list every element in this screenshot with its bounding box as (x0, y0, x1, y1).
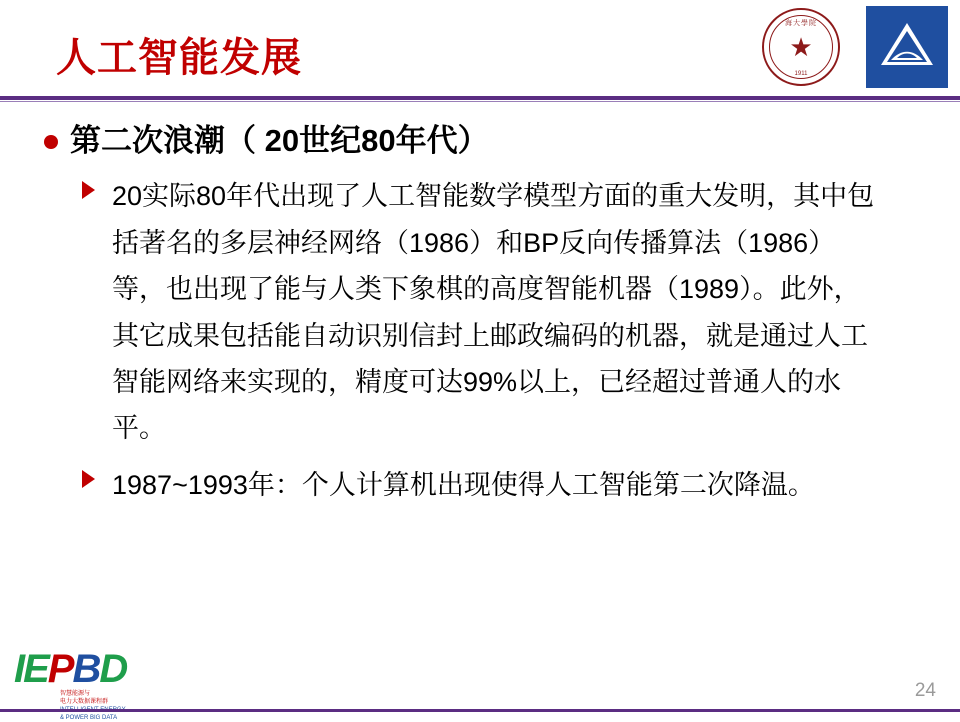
header-divider (0, 96, 960, 100)
slide-content (0, 104, 960, 508)
course-logo-cn-line1: 智慧能源与 (60, 691, 91, 697)
seal-inner-ring (769, 15, 833, 79)
university-seal-logo (762, 8, 840, 86)
course-logo-mark-blue: B (72, 647, 100, 691)
course-logo-en-line2: & POWER BIG DATA (60, 715, 118, 721)
course-logo-mark: IEPBD (14, 647, 127, 691)
seal-top-text: 海大學院 (785, 20, 817, 27)
page-number: 24 (914, 680, 936, 701)
bullet-level2-second (82, 462, 882, 508)
footer-divider (0, 709, 960, 712)
bullet-level2-first (82, 173, 882, 452)
course-logo-mark-accent: P (47, 647, 73, 691)
bullet-level2-first-text: 20实际80年代出现了人工智能数学模型方面的重大发明，其中包括著名的多层神经网络（1986）和BP反向传播算法（1986）等，也出现了能与人类下象棋的高度智能机器（1989）。此外，其它成果包括能自动识别信封上邮政编码的机器，就是通过人工智能网络来实现的，精度可达99%以上，已经超过普通人的水平。 (112, 181, 875, 444)
header-divider-secondary (0, 101, 960, 102)
blue-square-logo (866, 6, 948, 88)
star-icon: ★ (789, 32, 813, 62)
page-title: 人工智能发展 (56, 36, 302, 80)
bullet-dot-icon (44, 135, 58, 149)
bullet-level1 (42, 122, 960, 159)
bullet-arrow-icon (82, 470, 95, 488)
seal-bottom-text: 1911 (794, 71, 808, 77)
course-logo-cn-line2: 电力大数据课程群 (60, 699, 109, 705)
course-logo (14, 647, 174, 721)
bullet-level2-second-text: 1987~1993年：个人计算机出现使得人工智能第二次降温。 (112, 469, 815, 500)
slide-header (0, 0, 960, 98)
bullet-arrow-icon (82, 181, 95, 199)
bullet-level1-text: 第二次浪潮（ 20世纪80年代） (70, 123, 489, 158)
